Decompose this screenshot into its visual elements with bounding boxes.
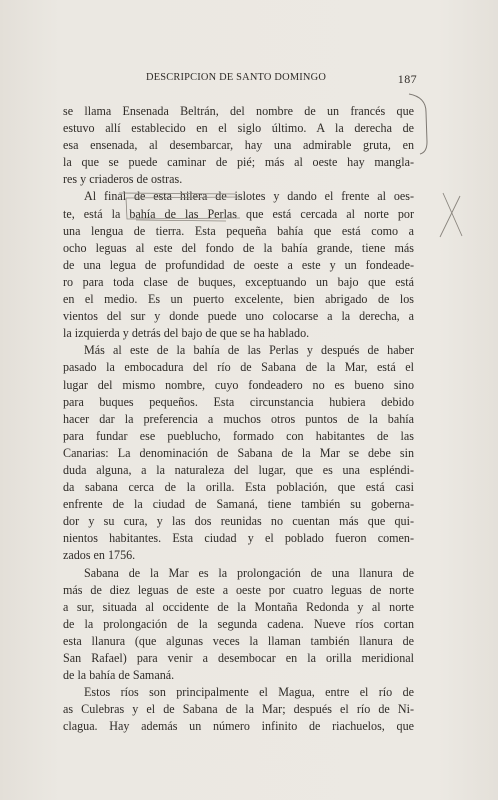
text-line: Al final de esta hilera de islotes y dando el frente al oes-	[84, 189, 414, 204]
text-line: pasado la embocadura del río de Sabana de la Mar, está el	[63, 360, 414, 375]
text-line: vientos del sur y donde puede uno colocarse a la derecha, a	[63, 309, 414, 324]
text-line: duda alguna, a la naturaleza del lugar, que es una espléndi-	[63, 462, 414, 477]
running-title: DESCRIPCION DE SANTO DOMINGO	[146, 72, 327, 83]
text-line: la que se puede caminar de pié; más al oeste hay mangla-	[63, 155, 414, 170]
text-line: as Culebras y el de Sabana de la Mar; después el río de Ni-	[63, 702, 414, 717]
text-line: Estos ríos son principalmente el Magua, entre el río de	[84, 685, 414, 700]
text-line: en el medio. Es un puerto excelente, bien abrigado de los	[63, 292, 414, 307]
text-line: Sabana de la Mar es la prolongación de una llanura de	[84, 565, 414, 580]
text-line: la izquierda y detrás del bajo de que se ha hablado.	[63, 326, 310, 341]
paragraph	[63, 684, 414, 735]
text-line: de una legua de profundidad de oeste a este y un fondeade-	[63, 257, 414, 272]
text-line: zados en 1756.	[63, 548, 136, 563]
text-line: dor y su cura, y las dos reunidas no cuentan más que qui-	[63, 514, 414, 529]
body-text	[63, 103, 414, 735]
text-line: para buques pequeños. Esta circunstancia hubiera debido	[63, 394, 414, 409]
page-number: 187	[397, 72, 417, 86]
text-line: Más al este de la bahía de las Perlas y después de haber	[84, 343, 414, 358]
paragraph	[63, 342, 414, 564]
paragraph	[63, 188, 414, 342]
text-line: da sabana cerca de la orilla. Esta población, que está casi	[63, 480, 414, 495]
text-line: a sur, situada al occidente de la Montaña Redonda y al norte	[63, 599, 414, 614]
paragraph	[63, 565, 414, 685]
text-line: te, está la bahía de las Perlas que está cercada al norte por	[63, 206, 414, 221]
text-line: Canarias: La denominación de Sabana de la Mar se debe sin	[63, 445, 414, 460]
text-line: clagua. Hay además un número infinito de riachuelos, que	[63, 719, 414, 734]
text-line: San Rafael) para venir a desembocar en la orilla meridional	[63, 651, 414, 665]
text-line: ro para toda clase de buques, exceptuando un bajo que está	[63, 274, 414, 289]
text-line: más de diez leguas de este a oeste por cuatro leguas de norte	[63, 582, 414, 597]
margin-x-mark	[440, 193, 462, 237]
text-line: esa ensenada, al desembarcar, hay una admirable gruta, en	[63, 138, 414, 153]
text-line: nientos habitantes. Esta ciudad y el poblado fueron comen-	[63, 531, 414, 546]
text-line: ocho leguas al este del fondo de la bahía grande, tiene más	[63, 240, 414, 255]
text-line: enfrente de la ciudad de Samaná, tiene también su goberna-	[63, 497, 414, 512]
text-line: para fundar ese pueblucho, formado con habitantes de las	[63, 428, 414, 443]
text-line: res y criaderos de ostras.	[63, 172, 183, 187]
text-line: lugar del mismo nombre, cuyo fondeadero no es bueno sino	[63, 377, 414, 392]
text-line: de la bahía de Samaná.	[63, 668, 175, 683]
paragraph	[63, 103, 414, 188]
text-line: una lengua de tierra. Esta pequeña bahía que está como a	[63, 223, 414, 238]
text-line: esta llanura (que algunas veces la llaman también llanura de	[63, 633, 414, 648]
text-line: estuvo allí establecido en el siglo último. A la derecha de	[63, 121, 414, 136]
text-line: hacer dar la preferencia a muchos otros puntos de la bahía	[63, 411, 414, 426]
running-head	[60, 72, 417, 88]
text-line: de la prolongación de la segunda cadena. Nueve ríos cortan	[63, 616, 414, 631]
text-line: se llama Ensenada Beltrán, del nombre de un francés que	[63, 104, 414, 118]
